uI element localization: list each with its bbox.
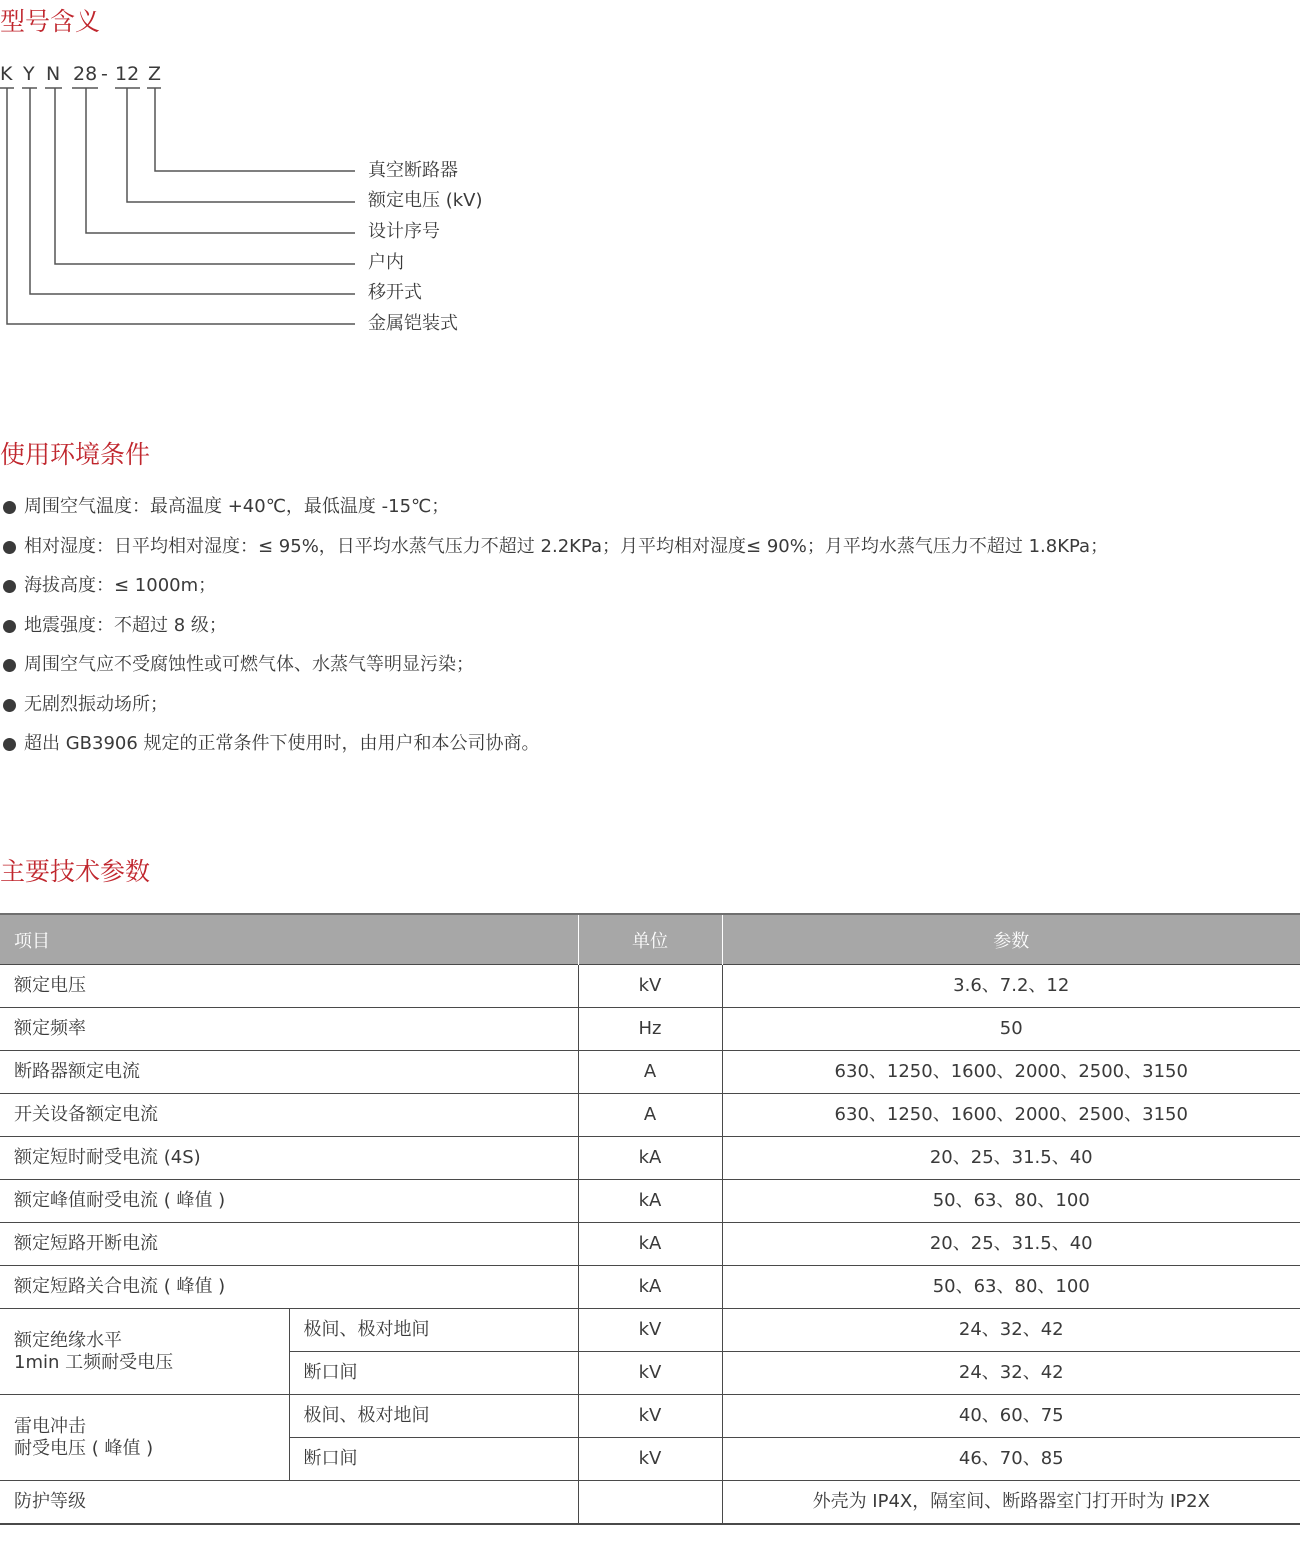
cell-value: 630、1250、1600、2000、2500、3150 [722, 1094, 1300, 1137]
bullet-icon [3, 699, 16, 712]
table-row [0, 1008, 1300, 1051]
code-char-z: Z [148, 63, 162, 85]
label-vacuum-breaker: 真空断路器 [368, 160, 458, 181]
label-metal-clad: 金属铠装式 [368, 313, 458, 334]
table-row [0, 1395, 1300, 1438]
list-item-text: 地震强度：不超过 8 级； [24, 614, 227, 636]
cell-item: 开关设备额定电流 [0, 1094, 578, 1137]
cell-value: 24、32、42 [722, 1309, 1300, 1352]
cell-value: 50、63、80、100 [722, 1266, 1300, 1309]
cell-sub: 断口间 [289, 1352, 578, 1395]
table-row [0, 965, 1300, 1008]
cell-value: 20、25、31.5、40 [722, 1137, 1300, 1180]
list-item [0, 612, 1108, 652]
table-row [0, 1481, 1300, 1525]
cell-unit: kA [578, 1137, 722, 1180]
cell-value: 50、63、80、100 [722, 1180, 1300, 1223]
cell-unit: A [578, 1094, 722, 1137]
cell-item: 额定短时耐受电流 (4S) [0, 1137, 578, 1180]
bullet-icon [3, 580, 16, 593]
cell-item: 防护等级 [0, 1481, 578, 1525]
section-title-environment: 使用环境条件 [0, 440, 151, 469]
label-indoor: 户内 [368, 252, 404, 273]
cell-value: 外壳为 IP4X，隔室间、断路器室门打开时为 IP2X [722, 1481, 1300, 1525]
list-item [0, 651, 1108, 691]
code-char-dash: - [101, 63, 108, 85]
bullet-icon [3, 501, 16, 514]
list-item [0, 493, 1108, 533]
list-item-text: 周围空气温度：最高温度 +40℃，最低温度 -15℃； [24, 496, 450, 517]
parameters-table [0, 913, 1300, 1525]
bullet-icon [3, 541, 16, 554]
list-item-text: 无剧烈振动场所； [24, 693, 168, 715]
table-header-row [0, 914, 1300, 965]
list-item [0, 533, 1108, 573]
table-row [0, 1180, 1300, 1223]
cell-unit: kA [578, 1180, 722, 1223]
list-item-text: 超出 GB3906 规定的正常条件下使用时，由用户和本公司协商。 [24, 733, 540, 754]
bullet-icon [3, 738, 16, 751]
cell-item: 额定短路关合电流 ( 峰值 ) [0, 1266, 578, 1309]
cell-item: 额定频率 [0, 1008, 578, 1051]
table-row [0, 1309, 1300, 1352]
cell-unit [578, 1481, 722, 1525]
cell-unit: kV [578, 965, 722, 1008]
bullet-icon [3, 659, 16, 672]
table-row [0, 1051, 1300, 1094]
cell-value: 630、1250、1600、2000、2500、3150 [722, 1051, 1300, 1094]
cell-item: 额定短路开断电流 [0, 1223, 578, 1266]
header-item: 项目 [0, 914, 578, 965]
cell-value: 50 [722, 1008, 1300, 1051]
list-item-text: 海拔高度：≤ 1000m； [24, 575, 217, 596]
cell-item: 额定电压 [0, 965, 578, 1008]
cell-value: 24、32、42 [722, 1352, 1300, 1395]
cell-sub: 断口间 [289, 1438, 578, 1481]
cell-item: 额定峰值耐受电流 ( 峰值 ) [0, 1180, 578, 1223]
cell-unit: kV [578, 1438, 722, 1481]
lightning-label-line1: 雷电冲击 [14, 1415, 86, 1437]
cell-sub: 极间、极对地间 [289, 1309, 578, 1352]
table-row [0, 1137, 1300, 1180]
lightning-label-line2: 耐受电压 ( 峰值 ) [14, 1437, 154, 1459]
cell-unit: kV [578, 1309, 722, 1352]
code-char-voltage: 12 [115, 63, 140, 85]
header-value: 参数 [722, 914, 1300, 965]
table-row [0, 1094, 1300, 1137]
cell-unit: kA [578, 1223, 722, 1266]
code-char-y: Y [23, 63, 35, 85]
cell-sub: 极间、极对地间 [289, 1395, 578, 1438]
cell-unit: kA [578, 1266, 722, 1309]
cell-unit: kV [578, 1395, 722, 1438]
label-design-number: 设计序号 [368, 221, 440, 242]
cell-item-insulation [0, 1309, 289, 1395]
bullet-icon [3, 620, 16, 633]
table-row [0, 1266, 1300, 1309]
cell-unit: A [578, 1051, 722, 1094]
insulation-label-line1: 额定绝缘水平 [14, 1329, 122, 1351]
table-row [0, 1223, 1300, 1266]
list-item-text: 周围空气应不受腐蚀性或可燃气体、水蒸气等明显污染； [24, 654, 474, 675]
list-item [0, 572, 1108, 612]
cell-value: 40、60、75 [722, 1395, 1300, 1438]
label-withdrawable: 移开式 [368, 282, 422, 303]
header-unit: 单位 [578, 914, 722, 965]
cell-value: 3.6、7.2、12 [722, 965, 1300, 1008]
environment-list [0, 493, 1108, 770]
list-item [0, 730, 1108, 770]
cell-value: 20、25、31.5、40 [722, 1223, 1300, 1266]
list-item [0, 691, 1108, 731]
code-char-design: 28 [73, 63, 98, 85]
cell-item-lightning [0, 1395, 289, 1481]
code-char-k: K [0, 63, 13, 85]
cell-unit: Hz [578, 1008, 722, 1051]
section-title-parameters: 主要技术参数 [0, 857, 151, 886]
list-item-text: 相对湿度：日平均相对湿度：≤ 95%，日平均水蒸气压力不超过 2.2KPa；月平均相对湿度≤ 90%；月平均水蒸气压力不超过 1.8KPa； [24, 535, 1109, 557]
cell-unit: kV [578, 1352, 722, 1395]
code-char-n: N [46, 63, 61, 85]
cell-value: 46、70、85 [722, 1438, 1300, 1481]
label-rated-voltage: 额定电压 (kV) [368, 190, 483, 211]
insulation-label-line2: 1min 工频耐受电压 [14, 1351, 174, 1373]
cell-item: 断路器额定电流 [0, 1051, 578, 1094]
section-title-model: 型号含义 [0, 7, 101, 36]
